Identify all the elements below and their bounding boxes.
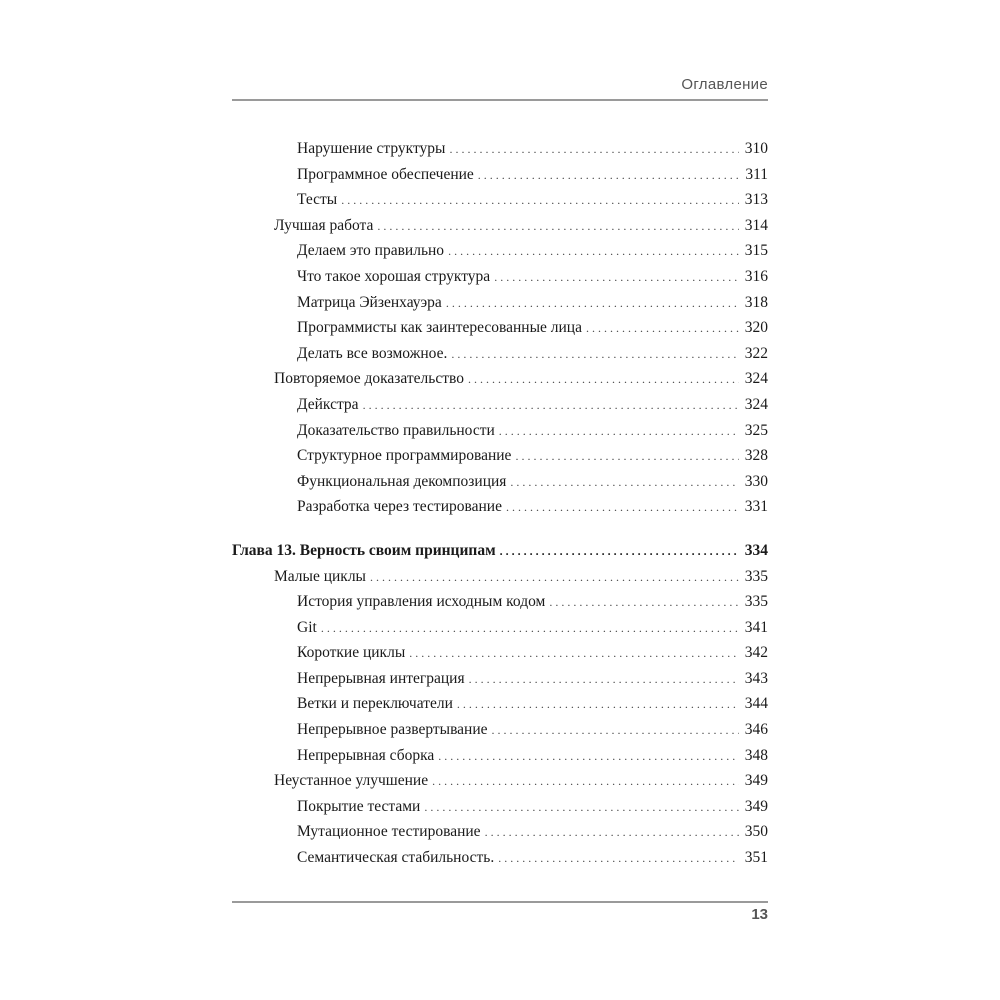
toc-entry-page: 325 <box>744 421 768 439</box>
dot-leader <box>510 470 738 496</box>
running-header-title: Оглавление <box>681 76 768 93</box>
toc-chapter-title: Глава 13. Верность своим принципам <box>232 541 496 559</box>
dot-leader <box>498 846 739 872</box>
dot-leader <box>457 692 739 718</box>
dot-leader <box>341 188 739 214</box>
toc-entry <box>232 392 768 418</box>
toc-entry-title: Дейкстра <box>297 395 359 413</box>
toc-entry <box>232 768 768 794</box>
toc-entry <box>232 845 768 871</box>
toc-entry <box>232 615 768 641</box>
dot-leader <box>515 444 738 470</box>
toc-entry <box>232 136 768 162</box>
dot-leader <box>321 616 739 642</box>
toc-entry-title: Делать все возможное. <box>297 344 448 362</box>
toc-entry-page: 314 <box>744 216 768 234</box>
toc-entry <box>232 691 768 717</box>
toc-entry <box>232 666 768 692</box>
toc-entry-page: 348 <box>744 746 768 764</box>
dot-leader <box>363 393 739 419</box>
toc-entry-page: 341 <box>744 618 768 636</box>
toc-entry-title: Покрытие тестами <box>297 797 421 815</box>
dot-leader <box>370 565 739 591</box>
toc-entry-page: 320 <box>744 319 768 337</box>
toc-entry-title: Нарушение структуры <box>297 140 446 157</box>
toc-entry <box>232 366 768 392</box>
dot-leader <box>485 820 739 846</box>
toc-entry-title: Малые циклы <box>274 567 366 585</box>
toc-entry-page: 335 <box>744 567 768 585</box>
toc-entry-title: Программное обеспечение <box>297 165 474 183</box>
toc-entry-page: 316 <box>744 267 768 285</box>
dot-leader <box>449 137 738 163</box>
dot-leader <box>409 641 739 667</box>
toc-entry <box>232 743 768 769</box>
toc-entry <box>232 819 768 845</box>
toc-entry-title: Делаем это правильно <box>297 242 445 260</box>
toc-entry-page: 311 <box>745 165 768 183</box>
toc-entry-title: Ветки и переключатели <box>297 695 453 713</box>
toc-entry-page: 335 <box>744 593 768 611</box>
toc-entry-page: 324 <box>744 395 768 413</box>
toc-entry-page: 315 <box>744 242 768 260</box>
toc-entry-title: Что такое хорошая структура <box>297 267 491 285</box>
toc-entry-page: 324 <box>744 370 768 388</box>
toc-entry-page: 322 <box>744 344 768 362</box>
toc-entry-page: 350 <box>744 823 768 841</box>
dot-leader <box>469 667 739 693</box>
toc-entry-title: Разработка через тестирование <box>297 498 502 516</box>
toc-entry-page: 310 <box>744 140 768 157</box>
toc-entry-page: 342 <box>744 644 768 662</box>
toc-entry <box>232 469 768 495</box>
dot-leader <box>506 495 739 521</box>
toc-entry-title: Git <box>297 618 317 636</box>
toc-entry <box>232 640 768 666</box>
toc-entry-title: Тесты <box>297 191 338 209</box>
toc-entry-page: 349 <box>744 797 768 815</box>
toc-entry-title: Структурное программирование <box>297 447 512 465</box>
toc-entry <box>232 418 768 444</box>
dot-leader <box>500 539 739 565</box>
toc-entry <box>232 187 768 213</box>
toc-entry <box>232 564 768 590</box>
toc-entry-title: Матрица Эйзенхауэра <box>297 293 442 311</box>
toc-entry-title: Программисты как заинтересованные лица <box>297 319 582 337</box>
toc-entry-page: 331 <box>744 498 768 516</box>
dot-leader <box>424 795 738 821</box>
dot-leader <box>446 291 739 317</box>
toc-entry-title: Непрерывная интеграция <box>297 669 465 687</box>
toc-entry-page: 349 <box>744 772 768 790</box>
dot-leader <box>586 316 739 342</box>
dot-leader <box>494 265 739 291</box>
toc-chapter-page: 334 <box>744 541 768 559</box>
dot-leader <box>499 419 739 445</box>
toc-entry-page: 343 <box>744 669 768 687</box>
dot-leader <box>468 367 739 393</box>
toc-entry-page: 313 <box>744 191 768 209</box>
toc-entry <box>232 290 768 316</box>
toc-entry-page: 344 <box>744 695 768 713</box>
toc-entry-title: Повторяемое доказательство <box>274 370 464 388</box>
page-number: 13 <box>751 906 768 923</box>
toc-entry-page: 346 <box>744 721 768 739</box>
toc-entry <box>232 213 768 239</box>
toc-entry <box>232 443 768 469</box>
toc-entry <box>232 717 768 743</box>
footer-divider <box>232 901 768 903</box>
toc-entry-title: Короткие циклы <box>297 644 406 662</box>
toc-entry-title: Доказательство правильности <box>297 421 495 439</box>
toc-entry-page: 328 <box>744 447 768 465</box>
dot-leader <box>448 239 739 265</box>
toc-entry-title: Непрерывное развертывание <box>297 721 488 739</box>
toc-entry-page: 351 <box>744 849 768 867</box>
toc-entry <box>232 494 768 520</box>
toc-entry-title: Мутационное тестирование <box>297 823 481 841</box>
toc-entry <box>232 341 768 367</box>
toc-entry-title: Лучшая работа <box>274 216 374 234</box>
toc-entry <box>232 794 768 820</box>
toc-entry <box>232 315 768 341</box>
toc-entry-title: Неустанное улучшение <box>274 772 429 790</box>
dot-leader <box>438 744 738 770</box>
toc-entry-page: 330 <box>744 472 768 490</box>
dot-leader <box>432 769 739 795</box>
header-divider <box>232 99 768 101</box>
dot-leader <box>451 342 738 368</box>
toc-entry <box>232 162 768 188</box>
toc-entry <box>232 264 768 290</box>
dot-leader <box>377 214 738 240</box>
toc-entry <box>232 238 768 264</box>
toc-chapter-entry <box>232 538 768 564</box>
toc-entry-page: 318 <box>744 293 768 311</box>
dot-leader <box>549 590 738 616</box>
toc-entry <box>232 589 768 615</box>
dot-leader <box>492 718 739 744</box>
table-of-contents <box>232 136 768 871</box>
dot-leader <box>478 163 740 189</box>
toc-entry-title: Непрерывная сборка <box>297 746 435 764</box>
toc-entry-title: Семантическая стабильность. <box>297 849 495 867</box>
toc-entry-title: История управления исходным кодом <box>297 593 546 611</box>
toc-entry-title: Функциональная декомпозиция <box>297 472 507 490</box>
